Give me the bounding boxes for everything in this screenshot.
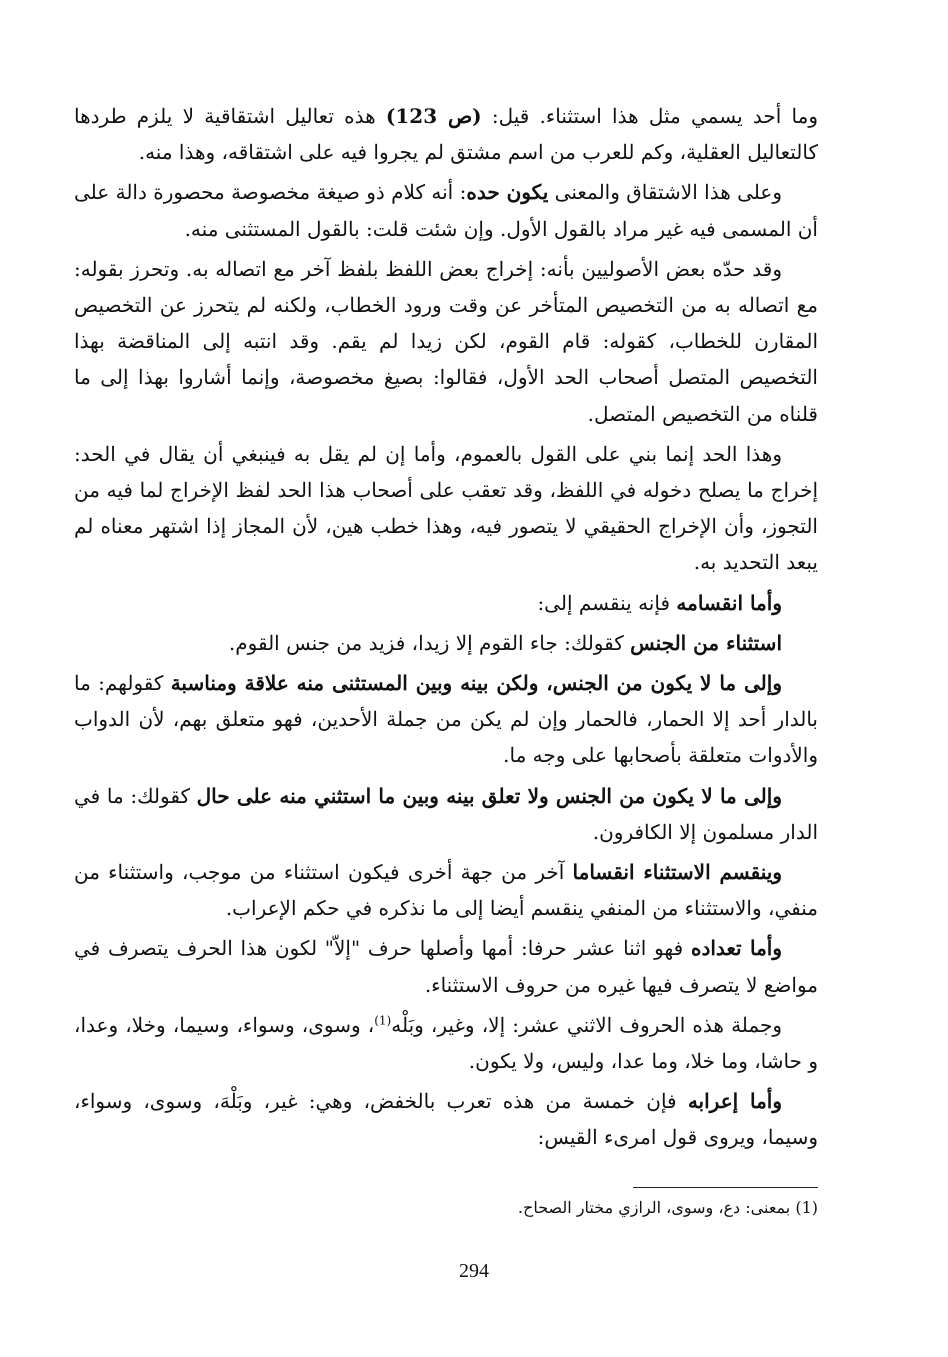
paragraph bbox=[74, 625, 818, 661]
bold-text: استثناء من الجنس bbox=[630, 630, 782, 655]
footnote-divider bbox=[633, 1187, 818, 1188]
paragraph bbox=[74, 251, 818, 432]
text-run: : أنه كلام ذو صيغة مخصوصة محصورة دالة على أن المسمى فيه غير مراد بالقول الأول. وإن شئت قلت: بالقول المستثنى منه. bbox=[74, 180, 818, 241]
paragraph bbox=[74, 1007, 818, 1079]
text-run: كقولك: جاء القوم إلا زيدا، فزيد من جنس القوم. bbox=[228, 630, 631, 655]
page-number: 294 bbox=[459, 1260, 489, 1282]
main-text bbox=[74, 98, 818, 1160]
paragraph bbox=[74, 665, 818, 774]
bold-text: وإلى ما لا يكون من الجنس ولا تعلق بينه وبين ما استثني منه على حال bbox=[196, 783, 782, 808]
bold-text: يكون حده bbox=[466, 180, 549, 205]
bold-text: وإلى ما لا يكون من الجنس، ولكن بينه وبين المستثنى منه علاقة ومناسبة bbox=[170, 671, 782, 696]
paragraph bbox=[74, 1083, 818, 1155]
text-run: كقولك: ما في الدار مسلمون إلا الكافرون. bbox=[74, 783, 818, 844]
paragraph bbox=[74, 98, 818, 170]
paragraph bbox=[74, 778, 818, 850]
text-run: فهو اثنا عشر حرفا: أمها وأصلها حرف "إلاّ" لكون هذا الحرف يتصرف في مواضع لا يتصرف فيها غيره من حروف الاستثناء. bbox=[74, 936, 818, 997]
text-run: فإنه ينقسم إلى: bbox=[537, 590, 677, 615]
text-run: وجملة هذه الحروف الاثني عشر: إلا، وغير، وبَلْه bbox=[391, 1012, 782, 1037]
bold-text: وينقسم الاستثناء انقساما bbox=[572, 860, 782, 885]
bold-text: وأما تعداده bbox=[690, 936, 783, 961]
text-run: وقد حدّه بعض الأصوليين بأنه: إخراج بعض اللفظ بلفظ آخر مع اتصاله به. وتحرز بقوله: مع اتصاله به من التخصيص المتأخر عن وقت ورود الخطاب، ولكنه لم يتحرز عن التخصيص المقارن للخطاب، كقوله: قام القوم، لكن زيدا لم يقم. وقد انتبه إلى المناقضة بهذا التخصيص المتصل أصحاب الحد الأول، فقالوا: بصيغ مخصوصة، وإنما أشاروا بهذا إلى ما قلناه من التخصيص المتصل. bbox=[74, 256, 818, 426]
text-run: وعلى هذا الاشتقاق والمعنى bbox=[548, 180, 782, 205]
paragraph bbox=[74, 174, 818, 246]
text-run: وهذا الحد إنما بني على القول بالعموم، وأما إن لم يقل به فينبغي أن يقال في الحد: إخراج ما يصلح دخوله في اللفظ، وقد تعقب على أصحاب هذا الحد لفظ الإخراج لما فيه من التجوز، وأن الإخراج الحقيقي لا يتصور فيه، وهذا خطب هين، لأن المجاز إذا اشتهر معناه لم يبعد التحديد به. bbox=[74, 441, 818, 575]
footnote-marker: (1) bbox=[374, 1013, 392, 1028]
text-run: ، وسوى، وسواء، وسيما، وخلا، وعدا، و حاشا، وما خلا، وما عدا، وليس، ولا يكون. bbox=[74, 1012, 818, 1074]
footnote: (1) بمعنى: دع، وسوى، الرازي مختار الصحاح. bbox=[517, 1198, 818, 1217]
text-run: آخر من جهة أخرى فيكون استثناء من موجب، واستثناء من منفي، والاستثناء من المنفي ينقسم أيضا إلى ما نذكره في حكم الإعراب. bbox=[74, 860, 818, 921]
bold-text: وأما انقسامه bbox=[676, 590, 782, 615]
bold-text: (ص 123) bbox=[385, 104, 482, 128]
bold-text: وأما إعرابه bbox=[687, 1089, 782, 1114]
paragraph bbox=[74, 854, 818, 926]
text-run: فإن خمسة من هذه تعرب بالخفض، وهي: غير، وبَلْهَ، وسوى، وسواء، وسيما، ويروى قول امرىء القيس: bbox=[74, 1089, 818, 1150]
text-run: كقولهم: ما بالدار أحد إلا الحمار، فالحمار وإن لم يكن من جملة الأحدين، فهو متعلق بهم، لأن الدواب والأدوات متعلقة بأصحابها على وجه ما. bbox=[74, 671, 818, 768]
paragraph bbox=[74, 930, 818, 1002]
paragraph bbox=[74, 585, 818, 621]
text-run: هذه تعاليل اشتقاقية لا يلزم طردها كالتعاليل العقلية، وكم للعرب من اسم مشتق لم يجروا فيه على اشتقاقه، وهذا منه. bbox=[74, 104, 818, 165]
text-run: وما أحد يسمي مثل هذا استثناء. قيل: bbox=[481, 104, 818, 128]
paragraph bbox=[74, 436, 818, 581]
